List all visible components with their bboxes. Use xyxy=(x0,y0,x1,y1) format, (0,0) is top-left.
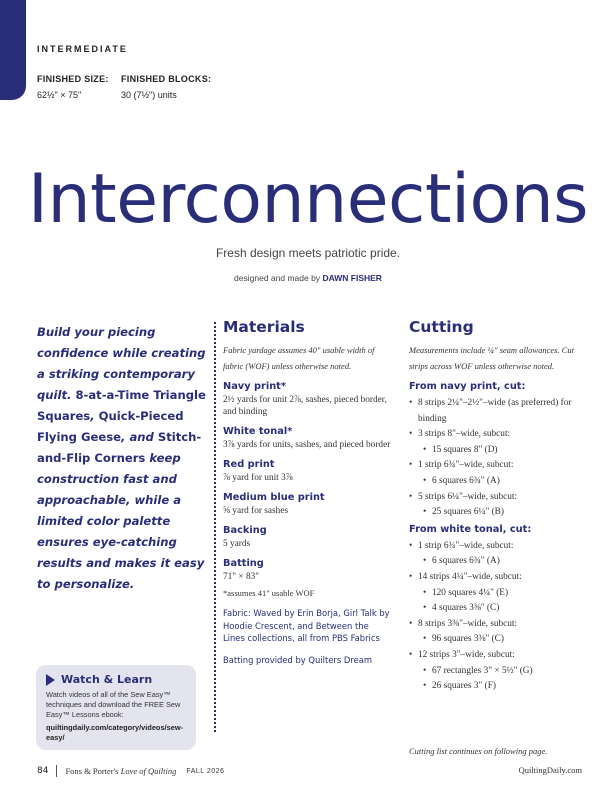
material-amount: 3⅞ yards for units, sashes, and pieced border xyxy=(223,440,391,450)
watch-learn-heading: Watch & Learn xyxy=(61,673,153,686)
intro-text xyxy=(37,322,207,595)
material-amount: 71" × 83" xyxy=(223,572,260,582)
intro-technique-2: Quick-Pieced Flying Geese xyxy=(37,409,184,444)
designer-name: DAWN FISHER xyxy=(322,273,382,283)
material-name: Navy print* xyxy=(223,381,286,392)
cutting-line: • 3 strips 8"–wide, subcut: xyxy=(409,427,589,443)
material-item xyxy=(223,380,393,418)
watch-learn-link[interactable]: quiltingdaily.com/category/videos/sew-easy/ xyxy=(46,723,184,742)
cutting-list xyxy=(409,396,589,521)
intro-part: , xyxy=(90,409,99,423)
material-name: Batting xyxy=(223,558,264,569)
credit-prefix: designed and made by xyxy=(234,273,321,283)
cutting-line: • 1 strip 6¾"–wide, subcut: xyxy=(409,458,589,474)
cutting-column xyxy=(409,318,589,697)
cutting-line: • 6 squares 6¾" (A) xyxy=(409,554,589,570)
materials-note: Fabric yardage assumes 40" usable width of fabric (WOF) unless otherwise noted. xyxy=(223,345,375,371)
material-item xyxy=(223,458,393,484)
intro-technique-1: 8-at-a-Time Triangle Squares xyxy=(37,388,206,423)
intro-technique-3: Stitch-and-Flip Corners xyxy=(37,430,202,465)
page-subtitle: Fresh design meets patriotic pride. xyxy=(215,246,401,260)
cutting-line: • 14 strips 4¼"–wide, subcut: xyxy=(409,570,589,586)
intro-part: , and xyxy=(121,430,158,444)
material-amount: 2½ yards for unit 2⅞, sashes, pieced border, and binding xyxy=(223,395,387,417)
page-footer xyxy=(37,765,224,777)
cutting-list xyxy=(409,539,589,695)
cutting-line: • 8 strips 2¼"–2½"–wide (as preferred) for binding xyxy=(409,396,589,427)
cutting-heading: Cutting xyxy=(409,318,474,336)
materials-heading: Materials xyxy=(223,318,305,336)
cutting-note: Measurements include ¼" seam allowances. Cut strips across WOF unless otherwise noted. xyxy=(409,345,574,371)
cutting-group-heading: From navy print, cut: xyxy=(409,381,526,392)
cutting-group-heading: From white tonal, cut: xyxy=(409,523,532,535)
cutting-line: • 8 strips 3⅜"–wide, subcut: xyxy=(409,617,589,633)
cutting-groups xyxy=(409,380,589,695)
cutting-line: • 120 squares 4¼" (E) xyxy=(409,586,589,602)
cutting-line: • 1 strip 6¾"–wide, subcut: xyxy=(409,539,589,555)
intro-part: Build your piecing confidence while creating a striking contemporary quilt. xyxy=(37,325,206,402)
material-item xyxy=(223,524,393,550)
magazine-name xyxy=(65,766,176,776)
material-item xyxy=(223,557,393,583)
watch-learn-body: Watch videos of all of the Sew Easy™ techniques and download the FREE Sew Easy™ Lessons ebook: xyxy=(46,690,181,719)
fabric-credit: Fabric: Waved by Erin Borja, Girl Talk by Hoodie Crescent, and Between the Lines collections, all from PBS Fabrics xyxy=(223,608,390,643)
designer-credit xyxy=(0,273,616,283)
website: QuiltingDaily.com xyxy=(518,765,582,775)
material-name: Backing xyxy=(223,525,267,536)
material-amount: 5 yards xyxy=(223,539,251,549)
watch-learn-title xyxy=(46,673,186,686)
material-amount: ⅝ yard for sashes xyxy=(223,506,289,516)
column-divider xyxy=(214,322,216,732)
cutting-line: • 96 squares 3⅜" (C) xyxy=(409,632,589,648)
batting-credit: Batting provided by Quilters Dream xyxy=(223,654,373,665)
cutting-line: • 12 strips 3"–wide, subcut: xyxy=(409,648,589,664)
intro-part: keep construction fast and approachable, while a limited color palette ensures eye-catching results and makes it easy to personalize. xyxy=(37,451,205,591)
material-item xyxy=(223,425,393,451)
cutting-line: • 6 squares 6¾" (A) xyxy=(409,474,589,490)
finished-blocks-value: 30 (7½") units xyxy=(121,90,177,100)
issue-label: FALL 2026 xyxy=(186,767,225,775)
play-icon xyxy=(46,674,55,686)
magazine-title: Love of Quilting xyxy=(120,766,177,776)
wof-footnote: *assumes 41" usable WOF xyxy=(223,588,315,598)
material-name: Medium blue print xyxy=(223,492,325,503)
cutting-line: • 15 squares 8" (D) xyxy=(409,443,589,459)
material-amount: ⅞ yard for unit 3⅞ xyxy=(223,473,293,483)
finished-size-value: 62½" × 75" xyxy=(37,90,82,100)
cutting-line: • 67 rectangles 3" × 5½" (G) xyxy=(409,664,589,680)
material-name: White tonal* xyxy=(223,426,293,437)
cutting-line: • 26 squares 3" (F) xyxy=(409,679,589,695)
page-title: Interconnections xyxy=(27,160,589,239)
materials-column xyxy=(223,318,393,675)
finished-blocks xyxy=(121,71,211,103)
finished-size xyxy=(37,71,109,103)
continued-note: Cutting list continues on following page. xyxy=(409,746,548,756)
finished-size-label: FINISHED SIZE: xyxy=(37,74,109,84)
finished-blocks-label: FINISHED BLOCKS: xyxy=(121,74,212,84)
skill-level: INTERMEDIATE xyxy=(37,44,128,54)
cutting-line: • 5 strips 6¼"–wide, subcut: xyxy=(409,490,589,506)
material-name: Red print xyxy=(223,459,275,470)
footer-divider xyxy=(56,765,57,777)
cutting-line: • 25 squares 6¼" (B) xyxy=(409,505,589,521)
section-tab xyxy=(0,0,26,100)
watch-learn-box xyxy=(36,665,196,750)
page-number: 84 xyxy=(37,766,49,776)
material-item xyxy=(223,491,393,517)
cutting-line: • 4 squares 3⅜" (C) xyxy=(409,601,589,617)
magazine-brand: Fons & Porter's xyxy=(65,766,119,776)
